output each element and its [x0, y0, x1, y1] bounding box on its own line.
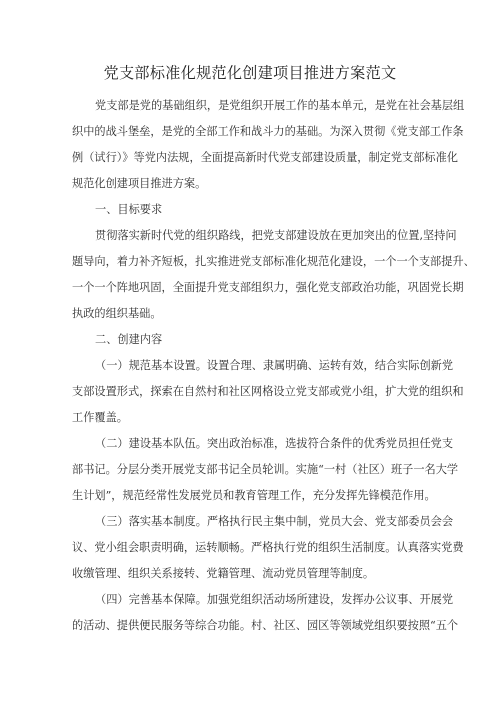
paragraph-line: 收缴管理、组织关系接转、党籍管理、流动党员管理等制度。	[72, 567, 375, 580]
paragraph-line: 的活动、提供便民服务等综合功能。村、社区、园区等领域党组织要按照“五个	[72, 619, 459, 632]
paragraph-line: 生计划”，规范经常性发展党员和教育管理工作，充分发挥先锋模范作用。	[72, 489, 436, 502]
paragraph-line: （二）建设基本队伍。突出政治标准，选拔符合条件的优秀党员担任党支	[95, 437, 454, 450]
paragraph-line: 贯彻落实新时代党的组织路线，把党支部建设放在更加突出的位置,坚持问	[95, 229, 457, 242]
paragraph-line: 部书记。分层分类开展党支部书记全员轮训。实施“一村（社区）班子一名大学	[72, 463, 459, 476]
paragraph-line: 例（试行）》等党内法规，全面提高新时代党支部建设质量，制定党支部标准化	[72, 151, 458, 164]
paragraph-line: 议、党小组会职责明确，运转顺畅。严格执行党的组织生活制度。认真落实党费	[72, 541, 464, 554]
paragraph-line: （一）规范基本设置。设置合理、隶属明确、运转有效，结合实际创新党	[95, 359, 454, 372]
paragraph-line: 执政的组织基础。	[72, 307, 162, 320]
paragraph-line: 规范化创建项目推进方案。	[72, 177, 207, 190]
section-heading: 二、创建内容	[95, 333, 163, 346]
document-title: 党支部标准化规范化创建项目推进方案范文	[103, 64, 397, 82]
paragraph-line: （四）完善基本保障。加强党组织活动场所建设，发挥办公议事、开展党	[95, 593, 454, 606]
paragraph-line: 工作覆盖。	[72, 411, 128, 424]
paragraph-line: 题导向，着力补齐短板，扎实推进党支部标准化规范化建设，一个一个支部提升、	[72, 255, 475, 268]
section-heading: 一、目标要求	[95, 203, 163, 216]
paragraph-line: （三）落实基本制度。严格执行民主集中制，党员大会、党支部委员会会	[95, 515, 454, 528]
paragraph-line: 织中的战斗堡垒，是党的全部工作和战斗力的基础。为深入贯彻《党支部工作条	[72, 125, 464, 138]
paragraph-line: 一个一个阵地巩固，全面提升党支部组织力，强化党支部政治功能，巩固党长期	[72, 281, 464, 294]
paragraph-line: 党支部是党的基础组织，是党组织开展工作的基本单元，是党在社会基层组	[95, 99, 465, 112]
paragraph-line: 支部设置形式，探索在自然村和社区网格设立党支部或党小组，扩大党的组织和	[72, 385, 464, 398]
